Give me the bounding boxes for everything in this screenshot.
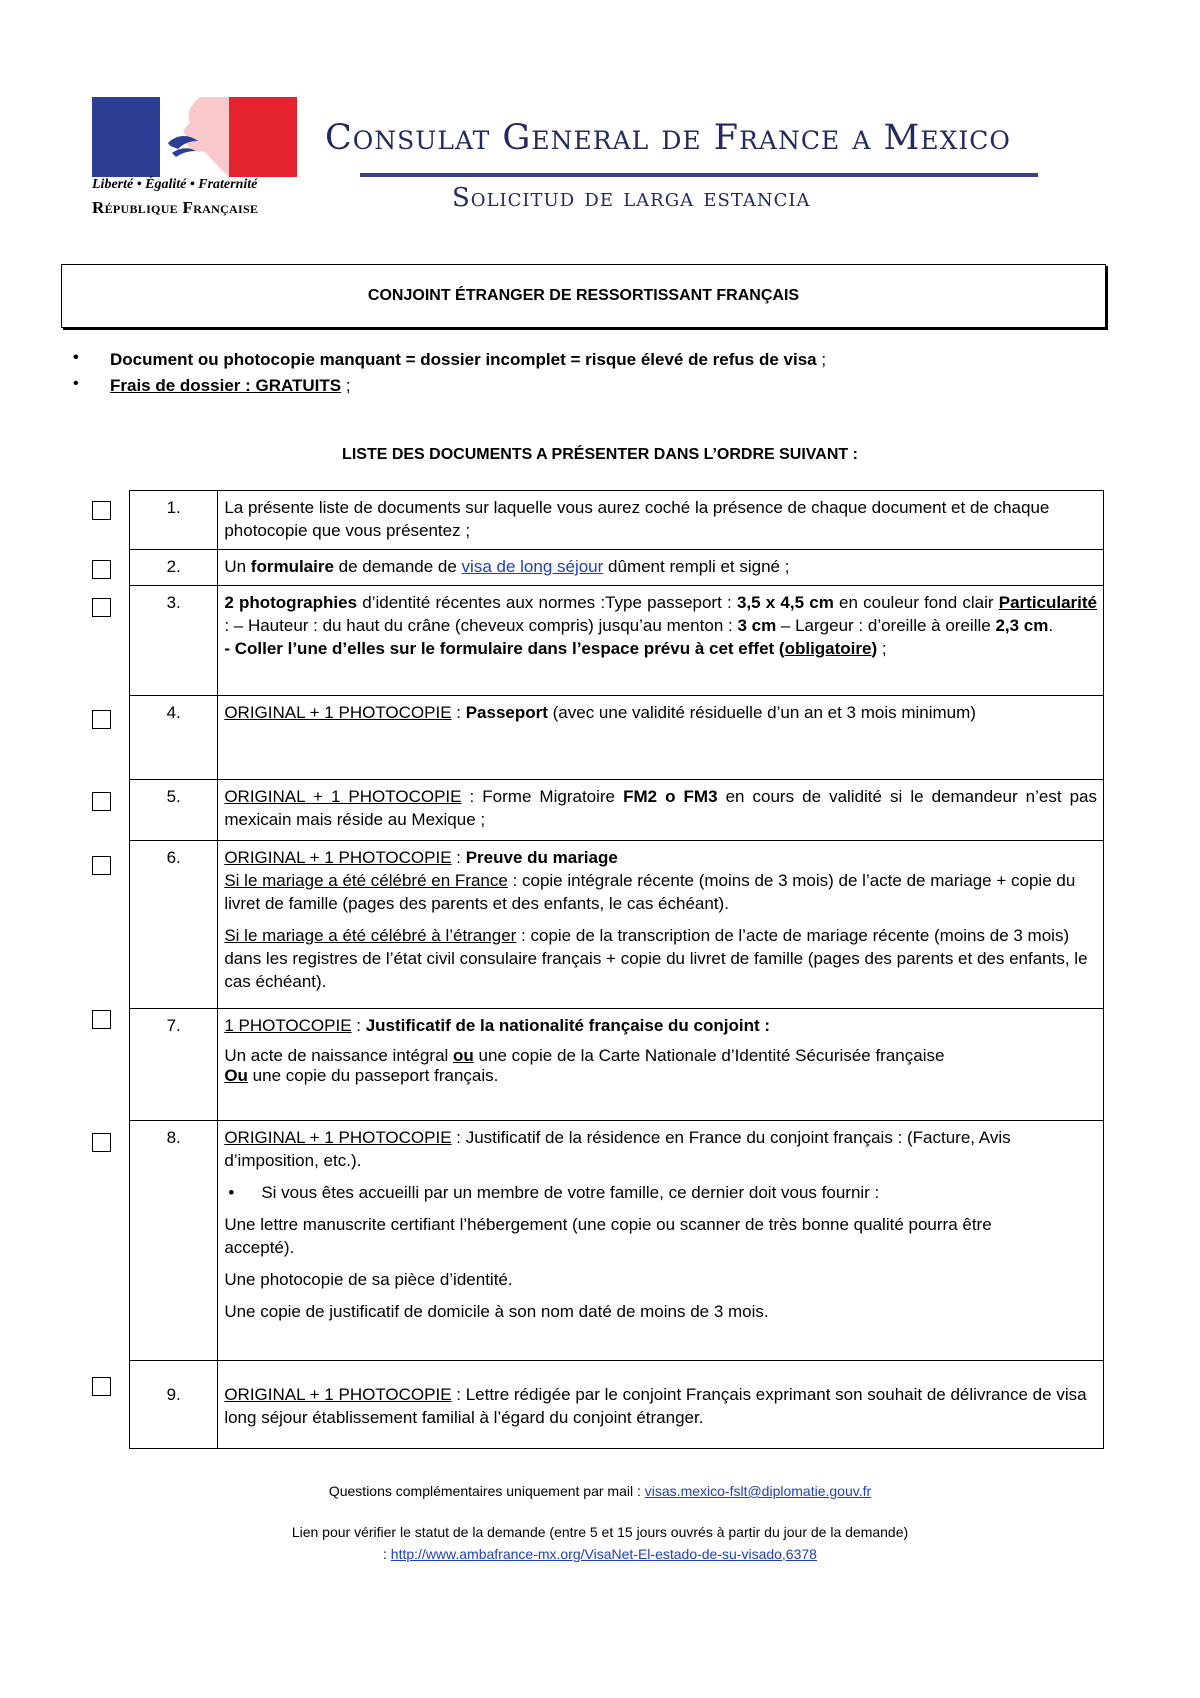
- checkbox-item-8[interactable]: [92, 1133, 111, 1152]
- email-link[interactable]: visas.mexico-fslt@diplomatie.gouv.fr: [644, 1483, 872, 1499]
- header-subtitle: Solicitud de larga estancia: [452, 183, 811, 213]
- item-number: 7.: [130, 1009, 218, 1121]
- checkbox-item-3[interactable]: [92, 598, 111, 617]
- bullet-missing-document: • Document ou photocopie manquant = dossier incomplet = risque élevé de refus de visa ;: [73, 349, 827, 369]
- status-url-link[interactable]: http://www.ambafrance-mx.org/VisaNet-El-estado-de-su-visado,6378: [390, 1546, 817, 1562]
- motto: Liberté • Égalité • Fraternité: [92, 177, 258, 192]
- consulat-title: Consulat General de France a Mexico: [325, 118, 1011, 158]
- table-row: [130, 841, 1104, 1009]
- item-number: 3.: [130, 586, 218, 696]
- table-row: [130, 1361, 1104, 1449]
- list-heading: LISTE DES DOCUMENTS A PRÉSENTER DANS L’ORDRE SUIVANT :: [342, 446, 858, 463]
- table-row: [130, 696, 1104, 780]
- item-number: 5.: [130, 780, 218, 841]
- item-text: 1 PHOTOCOPIE : Justificatif de la nationalité française du conjoint : Un acte de naissance intégral ou une copie de la Carte Nationale d’Identité Sécurisée française Ou une copie du passeport français.: [218, 1009, 1104, 1121]
- footer-questions: Questions complémentaires uniquement par mail : visas.mexico-fslt@diplomatie.gouv.fr: [328, 1483, 872, 1499]
- republique-francaise-logo: [92, 97, 297, 222]
- checkbox-item-9[interactable]: [92, 1377, 111, 1396]
- header-divider: [360, 173, 1038, 177]
- table-row: [130, 1121, 1104, 1361]
- table-row: [130, 491, 1104, 550]
- checkbox-item-7[interactable]: [92, 1010, 111, 1029]
- item-text: ORIGINAL + 1 PHOTOCOPIE : Passeport (avec une validité résiduelle d’un an et 3 mois minimum): [218, 696, 1104, 780]
- item-text: Un formulaire de demande de visa de long séjour dûment rempli et signé ;: [218, 550, 1104, 586]
- item-number: 2.: [130, 550, 218, 586]
- footer-status-text: Lien pour vérifier le statut de la demande (entre 5 et 15 jours ouvrés à partir du jour de la demande): [291, 1524, 909, 1540]
- item-number: 4.: [130, 696, 218, 780]
- item-text: 2 photographies d’identité récentes aux normes :Type passeport : 3,5 x 4,5 cm en couleur fond clair Particularité : – Hauteur : du haut du crâne (cheveux compris) jusqu’au menton : 3 cm – Largeur : d’oreille à oreille 2,3 cm. - Coller l’une d’elles sur le formulaire dans l’espace prévu à cet effet (obligatoire) ;: [218, 586, 1104, 696]
- footer-status-link-line: : http://www.ambafrance-mx.org/VisaNet-El-estado-de-su-visado,6378: [383, 1546, 817, 1562]
- item-text: ORIGINAL + 1 PHOTOCOPIE : Justificatif de la résidence en France du conjoint français : (Facture, Avis d’imposition, etc.). • Si vous êtes accueilli par un membre de votre famille, ce dernier doit vous fournir : Une lettre manuscrite certifiant l’hébergement (une copie ou scanner de très bonne qualité pourra être accepté). Une photocopie de sa pièce d’identité. Une copie de justificatif de domicile à son nom daté de moins de 3 mois.: [218, 1121, 1104, 1361]
- checkbox-item-2[interactable]: [92, 560, 111, 579]
- item-number: 6.: [130, 841, 218, 1009]
- checkbox-item-5[interactable]: [92, 792, 111, 811]
- item-text: ORIGINAL + 1 PHOTOCOPIE : Lettre rédigée par le conjoint Français exprimant son souhait de délivrance de visa long séjour établissement familial à l’égard du conjoint étranger.: [218, 1361, 1104, 1449]
- item-number: 9.: [130, 1361, 218, 1449]
- checkbox-item-6[interactable]: [92, 856, 111, 875]
- item-text: ORIGINAL + 1 PHOTOCOPIE : Forme Migratoire FM2 o FM3 en cours de validité si le demandeur n’est pas mexicain mais réside au Mexique ;: [218, 780, 1104, 841]
- bullet-fees: • Frais de dossier : GRATUITS ;: [73, 375, 351, 395]
- visa-long-sejour-link[interactable]: visa de long séjour: [461, 557, 604, 576]
- republic-label: République Française: [92, 198, 259, 217]
- documents-table: [129, 490, 1104, 1449]
- marianne-flag-icon: [92, 97, 297, 177]
- table-row: [130, 550, 1104, 586]
- table-row: [130, 780, 1104, 841]
- item-number: 8.: [130, 1121, 218, 1361]
- item-number: 1.: [130, 491, 218, 550]
- checkbox-item-4[interactable]: [92, 710, 111, 729]
- item-text: ORIGINAL + 1 PHOTOCOPIE : Preuve du mariage Si le mariage a été célébré en France : copie intégrale récente (moins de 3 mois) de l’acte de mariage + copie du livret de famille (pages des parents et des enfants, le cas échéant). Si le mariage a été célébré à l’étranger : copie de la transcription de l’acte de mariage récente (moins de 3 mois) dans les registres de l’état civil consulaire français + copie du livret de famille (pages des parents et des enfants, le cas échéant).: [218, 841, 1104, 1009]
- table-row: [130, 1009, 1104, 1121]
- item-text: La présente liste de documents sur laquelle vous aurez coché la présence de chaque document et de chaque photocopie que vous présentez ;: [218, 491, 1104, 550]
- document-title: CONJOINT ÉTRANGER DE RESSORTISSANT FRANÇAIS: [61, 264, 1106, 328]
- table-row: [130, 586, 1104, 696]
- checkbox-item-1[interactable]: [92, 501, 111, 520]
